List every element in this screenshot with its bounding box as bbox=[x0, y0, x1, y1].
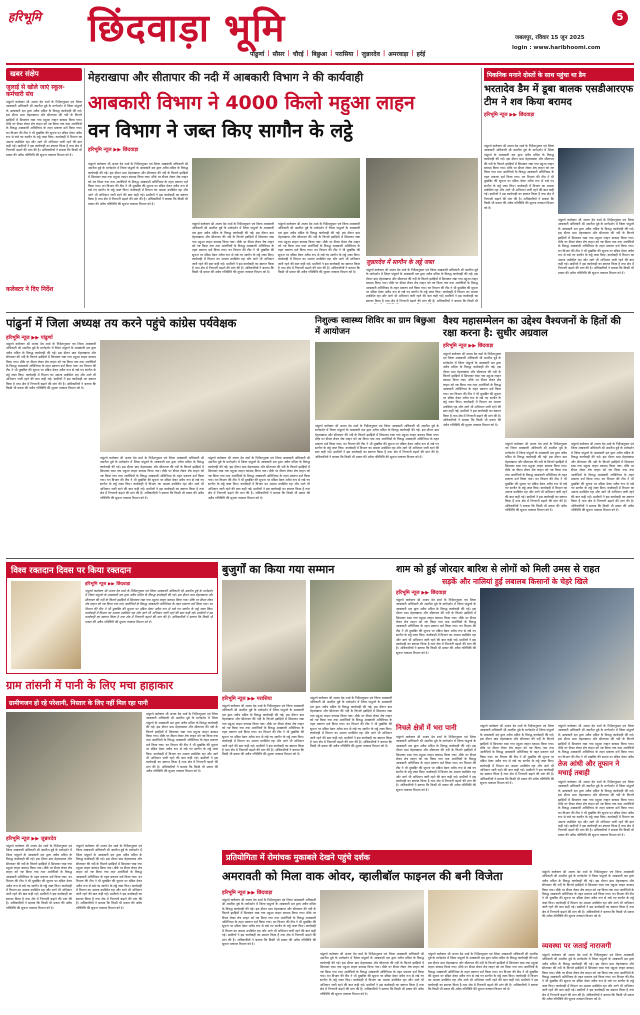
section-nav: पांढुर्णा | सौसर | चौरई | बिछुआ | परासिया | जुन्नारदेव | अमरवाड़ा | हर्रई bbox=[250, 50, 425, 61]
section-divider bbox=[6, 312, 634, 313]
boy-photo bbox=[558, 148, 634, 214]
sports-byline: हरिभूमि न्यूज ▶▶ छिंदवाड़ा bbox=[222, 890, 273, 896]
health-camp-photo bbox=[315, 342, 439, 420]
section-item[interactable]: बिछुआ bbox=[311, 51, 328, 58]
rain-subsection-2 bbox=[558, 724, 634, 842]
sidebar-header: खबर संक्षेप bbox=[6, 68, 82, 81]
water-text-3: पांढुर्णा कलेक्टर श्री अजय देव शर्मा के निर्देशानुसार एवं जिला आबकारी अधिकारी श्री अमरीश दुबे के मार्गदर्शन में जिला पांढुर्णा के आबकारी दल द्वारा अवैध मदिरा के विरुद्ध कार्यवाही की गई। इस दौरान ग्राम मेहराखापा और सीतापार की नदी के किनारे झाड़ियों में छिपाकर रखा गया महुआ लाहन बरामद किया गया। मौके पर सैंपल लेकर शेष लाहन को नष्ट किया गया तथा आरोपियों के विरुद्ध आबकारी अधिनियम के तहत प्रकरण दर्ज किया गया। वन विभाग की टीम ने भी मुखबिर की सूचना पर दबिश देकर अवैध रूप से रखे गए सागौन के लट्ठे जब्त किए। कार्यवाही में विभाग का अमला उपस्थित रहा और आगे भी अभियान जारी रहने की बात कही गई। ग्रामीणों ने इस कार्यवाही का स्वागत किया है तथा क्षेत्र में निगरानी बढ़ाने की मांग की है। अधिकारियों ने बताया कि किसी भी प्रकार की अवैध गतिविधि की सूचना तत्काल विभाग को दें। bbox=[76, 844, 142, 910]
sports-text-3: पांढुर्णा कलेक्टर श्री अजय देव शर्मा के निर्देशानुसार एवं जिला आबकारी अधिकारी श्री अमरीश दुबे के मार्गदर्शन में जिला पांढुर्णा के आबकारी दल द्वारा अवैध मदिरा के विरुद्ध कार्यवाही की गई। इस दौरान ग्राम मेहराखापा और सीतापार की नदी के किनारे झाड़ियों में छिपाकर रखा गया महुआ लाहन बरामद किया गया। मौके पर सैंपल लेकर शेष लाहन को नष्ट किया गया तथा आरोपियों के विरुद्ध आबकारी अधिनियम के तहत प्रकरण दर्ज किया गया। वन विभाग की टीम ने भी मुखबिर की सूचना पर दबिश देकर अवैध रूप से रखे गए सागौन के लट्ठे जब्त किए। कार्यवाही में विभाग का अमला उपस्थित रहा और आगे भी अभियान जारी रहने की बात कही गई। ग्रामीणों ने इस कार्यवाही का स्वागत किया है तथा क्षेत्र में निगरानी बढ़ाने की मांग की है। अधिकारियों ने बताया कि किसी भी प्रकार की अवैध गतिविधि की सूचना तत्काल विभाग को दें। bbox=[428, 952, 538, 992]
water-byline: हरिभूमि न्यूज ▶▶ जुन्नारदेव bbox=[6, 836, 57, 842]
lead-story bbox=[88, 70, 478, 310]
sports-side-column bbox=[542, 870, 634, 1011]
lead-text-col2: पांढुर्णा कलेक्टर श्री अजय देव शर्मा के निर्देशानुसार एवं जिला आबकारी अधिकारी श्री अमरीश दुबे के मार्गदर्शन में जिला पांढुर्णा के आबकारी दल द्वारा अवैध मदिरा के विरुद्ध कार्यवाही की गई। इस दौरान ग्राम मेहराखापा और सीतापार की नदी के किनारे झाड़ियों में छिपाकर रखा गया महुआ लाहन बरामद किया गया। मौके पर सैंपल लेकर शेष लाहन को नष्ट किया गया तथा आरोपियों के विरुद्ध आबकारी अधिनियम के तहत प्रकरण दर्ज किया गया। वन विभाग की टीम ने भी मुखबिर की सूचना पर दबिश देकर अवैध रूप से रखे गए सागौन के लट्ठे जब्त किए। कार्यवाही में विभाग का अमला उपस्थित रहा और आगे भी अभियान जारी रहने की बात कही गई। ग्रामीणों ने इस कार्यवाही का स्वागत किया है तथा क्षेत्र में निगरानी बढ़ाने की मांग की है। अधिकारियों ने बताया कि किसी भी प्रकार की अवैध गतिविधि की सूचना तत्काल विभाग को दें। bbox=[192, 222, 274, 275]
blood-donor-story bbox=[6, 562, 218, 674]
sidebar-item-title: जुलाई से खोले जाएं स्कूल-कर्मचारी संघ bbox=[6, 84, 65, 98]
congress-text-3: पांढुर्णा कलेक्टर श्री अजय देव शर्मा के निर्देशानुसार एवं जिला आबकारी अधिकारी श्री अमरीश दुबे के मार्गदर्शन में जिला पांढुर्णा के आबकारी दल द्वारा अवैध मदिरा के विरुद्ध कार्यवाही की गई। इस दौरान ग्राम मेहराखापा और सीतापार की नदी के किनारे झाड़ियों में छिपाकर रखा गया महुआ लाहन बरामद किया गया। मौके पर सैंपल लेकर शेष लाहन को नष्ट किया गया तथा आरोपियों के विरुद्ध आबकारी अधिनियम के तहत प्रकरण दर्ज किया गया। वन विभाग की टीम ने भी मुखबिर की सूचना पर दबिश देकर अवैध रूप से रखे गए सागौन के लट्ठे जब्त किए। कार्यवाही में विभाग का अमला उपस्थित रहा और आगे भी अभियान जारी रहने की बात कही गई। ग्रामीणों ने इस कार्यवाही का स्वागत किया है तथा क्षेत्र में निगरानी बढ़ाने की मांग की है। अधिकारियों ने बताया कि किसी भी प्रकार की अवैध गतिविधि की सूचना तत्काल विभाग को दें। bbox=[208, 456, 310, 500]
congress-story bbox=[6, 316, 311, 556]
lead-byline: हरिभूमि न्यूज ▶▶ छिंदवाड़ा bbox=[88, 147, 139, 153]
section-divider bbox=[6, 558, 634, 559]
section-item[interactable]: पांढुर्णा bbox=[250, 51, 265, 58]
lead-headline: आबकारी विभाग ने 4000 किलो महुआ लाहन bbox=[88, 92, 415, 114]
sports-side-headline: व्यवस्था पर जताई नाराजगी bbox=[542, 942, 612, 950]
masthead bbox=[0, 0, 640, 62]
rain-text-2: पांढुर्णा कलेक्टर श्री अजय देव शर्मा के निर्देशानुसार एवं जिला आबकारी अधिकारी श्री अमरीश दुबे के मार्गदर्शन में जिला पांढुर्णा के आबकारी दल द्वारा अवैध मदिरा के विरुद्ध कार्यवाही की गई। इस दौरान ग्राम मेहराखापा और सीतापार की नदी के किनारे झाड़ियों में छिपाकर रखा गया महुआ लाहन बरामद किया गया। मौके पर सैंपल लेकर शेष लाहन को नष्ट किया गया तथा आरोपियों के विरुद्ध आबकारी अधिनियम के तहत प्रकरण दर्ज किया गया। वन विभाग की टीम ने भी मुखबिर की सूचना पर दबिश देकर अवैध रूप से रखे गए सागौन के लट्ठे जब्त किए। कार्यवाही में विभाग का अमला उपस्थित रहा और आगे भी अभियान जारी रहने की बात कही गई। ग्रामीणों ने इस कार्यवाही का स्वागत किया है तथा क्षेत्र में निगरानी बढ़ाने की मांग की है। अधिकारियों ने बताया कि किसी भी प्रकार की अवैध गतिविधि की सूचना तत्काल विभाग को दें। bbox=[480, 724, 554, 786]
dateline: जबलपुर, रविवार 15 जून 2025 bbox=[515, 35, 585, 41]
login-url[interactable]: login : www.haribhoomi.com bbox=[512, 45, 601, 51]
congress-text-2: पांढुर्णा कलेक्टर श्री अजय देव शर्मा के निर्देशानुसार एवं जिला आबकारी अधिकारी श्री अमरीश दुबे के मार्गदर्शन में जिला पांढुर्णा के आबकारी दल द्वारा अवैध मदिरा के विरुद्ध कार्यवाही की गई। इस दौरान ग्राम मेहराखापा और सीतापार की नदी के किनारे झाड़ियों में छिपाकर रखा गया महुआ लाहन बरामद किया गया। मौके पर सैंपल लेकर शेष लाहन को नष्ट किया गया तथा आरोपियों के विरुद्ध आबकारी अधिनियम के तहत प्रकरण दर्ज किया गया। वन विभाग की टीम ने भी मुखबिर की सूचना पर दबिश देकर अवैध रूप से रखे गए सागौन के लट्ठे जब्त किए। कार्यवाही में विभाग का अमला उपस्थित रहा और आगे भी अभियान जारी रहने की बात कही गई। ग्रामीणों ने इस कार्यवाही का स्वागत किया है तथा क्षेत्र में निगरानी बढ़ाने की मांग की है। अधिकारियों ने बताया कि किसी भी प्रकार की अवैध गतिविधि की सूचना तत्काल विभाग को दें। bbox=[100, 456, 204, 500]
vaishya-text: पांढुर्णा कलेक्टर श्री अजय देव शर्मा के निर्देशानुसार एवं जिला आबकारी अधिकारी श्री अमरीश दुबे के मार्गदर्शन में जिला पांढुर्णा के आबकारी दल द्वारा अवैध मदिरा के विरुद्ध कार्यवाही की गई। इस दौरान ग्राम मेहराखापा और सीतापार की नदी के किनारे झाड़ियों में छिपाकर रखा गया महुआ लाहन बरामद किया गया। मौके पर सैंपल लेकर शेष लाहन को नष्ट किया गया तथा आरोपियों के विरुद्ध आबकारी अधिनियम के तहत प्रकरण दर्ज किया गया। वन विभाग की टीम ने भी मुखबिर की सूचना पर दबिश देकर अवैध रूप से रखे गए सागौन के लट्ठे जब्त किए। कार्यवाही में विभाग का अमला उपस्थित रहा और आगे भी अभियान जारी रहने की बात कही गई। ग्रामीणों ने इस कार्यवाही का स्वागत किया है तथा क्षेत्र में निगरानी बढ़ाने की मांग की है। अधिकारियों ने बताया कि किसी भी प्रकार की अवैध गतिविधि की सूचना तत्काल विभाग को दें। bbox=[443, 352, 501, 427]
dam-kicker: पिकनिक मनाने दोस्तों के साथ पहुंचा था डैम bbox=[484, 68, 634, 81]
news-brief-sidebar bbox=[6, 68, 82, 308]
section-item[interactable]: चौरई bbox=[292, 51, 304, 58]
congress-headline: पांढुर्ना में जिला अध्यक्ष तय करने पहुंचे कांग्रेस पर्यवेक्षक bbox=[6, 316, 237, 330]
column-rule bbox=[481, 68, 482, 308]
elders-photo-2 bbox=[310, 580, 392, 692]
dam-story bbox=[484, 68, 634, 310]
rain-story bbox=[396, 562, 634, 847]
vaishya-text-2: पांढुर्णा कलेक्टर श्री अजय देव शर्मा के निर्देशानुसार एवं जिला आबकारी अधिकारी श्री अमरीश दुबे के मार्गदर्शन में जिला पांढुर्णा के आबकारी दल द्वारा अवैध मदिरा के विरुद्ध कार्यवाही की गई। इस दौरान ग्राम मेहराखापा और सीतापार की नदी के किनारे झाड़ियों में छिपाकर रखा गया महुआ लाहन बरामद किया गया। मौके पर सैंपल लेकर शेष लाहन को नष्ट किया गया तथा आरोपियों के विरुद्ध आबकारी अधिनियम के तहत प्रकरण दर्ज किया गया। वन विभाग की टीम ने भी मुखबिर की सूचना पर दबिश देकर अवैध रूप से रखे गए सागौन के लट्ठे जब्त किए। कार्यवाही में विभाग का अमला उपस्थित रहा और आगे भी अभियान जारी रहने की बात कही गई। ग्रामीणों ने इस कार्यवाही का स्वागत किया है तथा क्षेत्र में निगरानी बढ़ाने की मांग की है। अधिकारियों ने बताया कि किसी भी प्रकार की अवैध गतिविधि की सूचना तत्काल विभाग को दें। bbox=[505, 442, 567, 513]
page-title: छिंदवाड़ा भूमि bbox=[88, 5, 286, 50]
health-camp-text: पांढुर्णा कलेक्टर श्री अजय देव शर्मा के निर्देशानुसार एवं जिला आबकारी अधिकारी श्री अमरीश दुबे के मार्गदर्शन में जिला पांढुर्णा के आबकारी दल द्वारा अवैध मदिरा के विरुद्ध कार्यवाही की गई। इस दौरान ग्राम मेहराखापा और सीतापार की नदी के किनारे झाड़ियों में छिपाकर रखा गया महुआ लाहन बरामद किया गया। मौके पर सैंपल लेकर शेष लाहन को नष्ट किया गया तथा आरोपियों के विरुद्ध आबकारी अधिनियम के तहत प्रकरण दर्ज किया गया। वन विभाग की टीम ने भी मुखबिर की सूचना पर दबिश देकर अवैध रूप से रखे गए सागौन के लट्ठे जब्त किए। कार्यवाही में विभाग का अमला उपस्थित रहा और आगे भी अभियान जारी रहने की बात कही गई। ग्रामीणों ने इस कार्यवाही का स्वागत किया है तथा क्षेत्र में निगरानी बढ़ाने की मांग की है। अधिकारियों ने बताया कि किसी भी प्रकार की अवैध गतिविधि की सूचना तत्काल विभाग को दें। bbox=[315, 424, 439, 459]
rain-sub-text: पांढुर्णा कलेक्टर श्री अजय देव शर्मा के निर्देशानुसार एवं जिला आबकारी अधिकारी श्री अमरीश दुबे के मार्गदर्शन में जिला पांढुर्णा के आबकारी दल द्वारा अवैध मदिरा के विरुद्ध कार्यवाही की गई। इस दौरान ग्राम मेहराखापा और सीतापार की नदी के किनारे झाड़ियों में छिपाकर रखा गया महुआ लाहन बरामद किया गया। मौके पर सैंपल लेकर शेष लाहन को नष्ट किया गया तथा आरोपियों के विरुद्ध आबकारी अधिनियम के तहत प्रकरण दर्ज किया गया। वन विभाग की टीम ने भी मुखबिर की सूचना पर दबिश देकर अवैध रूप से रखे गए सागौन के लट्ठे जब्त किए। कार्यवाही में विभाग का अमला उपस्थित रहा और आगे भी अभियान जारी रहने की बात कही गई। ग्रामीणों ने इस कार्यवाही का स्वागत किया है तथा क्षेत्र में निगरानी बढ़ाने की मांग की है। अधिकारियों ने बताया कि किसी भी प्रकार की अवैध गतिविधि की सूचना तत्काल विभाग को दें। bbox=[396, 735, 476, 792]
water-headline: ग्राम तांसनी में पानी के लिए मचा हाहाकार bbox=[6, 679, 174, 692]
congress-photo bbox=[100, 340, 310, 452]
congress-byline: हरिभूमि न्यूज ▶▶ पांढुर्णा bbox=[6, 335, 53, 341]
vaishya-story bbox=[443, 316, 634, 556]
sports-kicker: प्रतियोगिता में रोमांचक मुकाबले देखने पहुंचे दर्शक bbox=[222, 850, 532, 865]
lead-photo bbox=[192, 158, 360, 218]
rain-text: पांढुर्णा कलेक्टर श्री अजय देव शर्मा के निर्देशानुसार एवं जिला आबकारी अधिकारी श्री अमरीश दुबे के मार्गदर्शन में जिला पांढुर्णा के आबकारी दल द्वारा अवैध मदिरा के विरुद्ध कार्यवाही की गई। इस दौरान ग्राम मेहराखापा और सीतापार की नदी के किनारे झाड़ियों में छिपाकर रखा गया महुआ लाहन बरामद किया गया। मौके पर सैंपल लेकर शेष लाहन को नष्ट किया गया तथा आरोपियों के विरुद्ध आबकारी अधिनियम के तहत प्रकरण दर्ज किया गया। वन विभाग की टीम ने भी मुखबिर की सूचना पर दबिश देकर अवैध रूप से रखे गए सागौन के लट्ठे जब्त किए। कार्यवाही में विभाग का अमला उपस्थित रहा और आगे भी अभियान जारी रहने की बात कही गई। ग्रामीणों ने इस कार्यवाही का स्वागत किया है तथा क्षेत्र में निगरानी बढ़ाने की मांग की है। अधिकारियों ने बताया कि किसी भी प्रकार की अवैध गतिविधि की सूचना तत्काल विभाग को दें। bbox=[396, 598, 476, 655]
section-item[interactable]: जुन्नारदेव bbox=[361, 51, 380, 58]
rain-sub-text-2: पांढुर्णा कलेक्टर श्री अजय देव शर्मा के निर्देशानुसार एवं जिला आबकारी अधिकारी श्री अमरीश दुबे के मार्गदर्शन में जिला पांढुर्णा के आबकारी दल द्वारा अवैध मदिरा के विरुद्ध कार्यवाही की गई। इस दौरान ग्राम मेहराखापा और सीतापार की नदी के किनारे झाड़ियों में छिपाकर रखा गया महुआ लाहन बरामद किया गया। मौके पर सैंपल लेकर शेष लाहन को नष्ट किया गया तथा आरोपियों के विरुद्ध आबकारी अधिनियम के तहत प्रकरण दर्ज किया गया। वन विभाग की टीम ने भी मुखबिर की सूचना पर दबिश देकर अवैध bbox=[558, 724, 634, 758]
caption-text: पांढुर्णा कलेक्टर श्री अजय देव शर्मा के निर्देशानुसार एवं जिला आबकारी अधिकारी श्री अमरीश दुबे के मार्गदर्शन में जिला पांढुर्णा के आबकारी दल द्वारा अवैध मदिरा के विरुद्ध कार्यवाही की गई। इस दौरान ग्राम मेहराखापा और सीतापार की नदी के किनारे झाड़ियों में छिपाकर रखा गया महुआ लाहन बरामद किया गया। मौके पर सैंपल लेकर शेष लाहन को नष्ट किया गया तथा आरोपियों के विरुद्ध आबकारी अधिनियम के तहत प्रकरण दर्ज किया गया। वन विभाग की टीम ने भी मुखबिर की सूचना पर दबिश देकर अवैध रूप से रखे गए सागौन के लट्ठे जब्त किए। कार्यवाही में विभाग का अमला उपस्थित रहा और आगे भी अभियान जारी रहने की बात कही गई। ग्रामीणों ने इस कार्यवाही का स्वागत किया है तथा क्षेत्र में निगरानी बढ़ाने की मांग की है। अधिकारियों ने बताया कि किसी भी bbox=[366, 268, 478, 303]
water-text-2: पांढुर्णा कलेक्टर श्री अजय देव शर्मा के निर्देशानुसार एवं जिला आबकारी अधिकारी श्री अमरीश दुबे के मार्गदर्शन में जिला पांढुर्णा के आबकारी दल द्वारा अवैध मदिरा के विरुद्ध कार्यवाही की गई। इस दौरान ग्राम मेहराखापा और सीतापार की नदी के किनारे झाड़ियों में छिपाकर रखा गया महुआ लाहन बरामद किया गया। मौके पर सैंपल लेकर शेष लाहन को नष्ट किया गया तथा आरोपियों के विरुद्ध आबकारी अधिनियम के तहत प्रकरण दर्ज किया गया। वन विभाग की टीम ने भी मुखबिर की सूचना पर दबिश देकर अवैध रूप से रखे गए सागौन के लट्ठे जब्त किए। कार्यवाही में विभाग का अमला उपस्थित रहा और आगे भी अभियान जारी रहने की बात कही गई। ग्रामीणों ने इस कार्यवाही का स्वागत किया है तथा क्षेत्र में निगरानी बढ़ाने की मांग की है। अधिकारियों ने बताया कि किसी भी प्रकार की अवैध गतिविधि की सूचना तत्काल विभाग को दें। bbox=[6, 844, 72, 910]
elders-story bbox=[222, 562, 392, 847]
vaishya-text-3: पांढुर्णा कलेक्टर श्री अजय देव शर्मा के निर्देशानुसार एवं जिला आबकारी अधिकारी श्री अमरीश दुबे के मार्गदर्शन में जिला पांढुर्णा के आबकारी दल द्वारा अवैध मदिरा के विरुद्ध कार्यवाही की गई। इस दौरान ग्राम मेहराखापा और सीतापार की नदी के किनारे झाड़ियों में छिपाकर रखा गया महुआ लाहन बरामद किया गया। मौके पर सैंपल लेकर शेष लाहन को नष्ट किया गया तथा आरोपियों के विरुद्ध आबकारी अधिनियम के तहत प्रकरण दर्ज किया गया। वन विभाग की टीम ने भी मुखबिर की सूचना पर दबिश देकर अवैध रूप से रखे गए सागौन के लट्ठे जब्त किए। कार्यवाही में विभाग का अमला उपस्थित रहा और आगे भी अभियान जारी रहने की बात कही गई। ग्रामीणों ने इस कार्यवाही का स्वागत किया है तथा क्षेत्र में निगरानी बढ़ाने की मांग की है। अधिकारियों ने बताया कि किसी भी प्रकार की अवैध गतिविधि की सूचना तत्काल विभाग को दें। bbox=[571, 442, 634, 513]
section-item[interactable]: अमरवाड़ा bbox=[388, 51, 409, 58]
sports-headline: अमरावती को मिला वाक ओवर, व्हालीबॉल फाइनल की बनी विजेता bbox=[222, 869, 503, 883]
lead-photo-caption bbox=[366, 258, 478, 304]
blood-donor-text: पांढुर्णा कलेक्टर श्री अजय देव शर्मा के निर्देशानुसार एवं जिला आबकारी अधिकारी श्री अमरीश दुबे के मार्गदर्शन में जिला पांढुर्णा के आबकारी दल द्वारा अवैध मदिरा के विरुद्ध कार्यवाही की गई। इस दौरान ग्राम मेहराखापा और सीतापार की नदी के किनारे झाड़ियों में छिपाकर रखा गया महुआ लाहन बरामद किया गया। मौके पर सैंपल लेकर शेष लाहन को नष्ट किया गया तथा आरोपियों के विरुद्ध आबकारी अधिनियम के तहत प्रकरण दर्ज किया गया। वन विभाग की टीम ने भी मुखबिर की सूचना पर दबिश देकर अवैध रूप से रखे गए सागौन के लट्ठे जब्त किए। कार्यवाही में विभाग का अमला उपस्थित रहा और आगे भी अभियान जारी रहने की बात कही गई। ग्रामीणों ने इस कार्यवाही का स्वागत किया है तथा क्षेत्र में निगरानी बढ़ाने की मांग की है। अधिकारियों ने बताया कि किसी भी प्रकार की अवैध गतिविधि की सूचना तत्काल विभाग को दें। bbox=[85, 589, 213, 624]
lead-subheadline: वन विभाग ने जब्त किए सागौन के लट्ठे bbox=[88, 120, 353, 142]
rain-subheadline-2: तेज आंधी और तूफान ने मचाई तबाही bbox=[558, 760, 620, 777]
sports-text-2: पांढुर्णा कलेक्टर श्री अजय देव शर्मा के निर्देशानुसार एवं जिला आबकारी अधिकारी श्री अमरीश दुबे के मार्गदर्शन में जिला पांढुर्णा के आबकारी दल द्वारा अवैध मदिरा के विरुद्ध कार्यवाही की गई। इस दौरान ग्राम मेहराखापा और सीतापार की नदी के किनारे झाड़ियों में छिपाकर रखा गया महुआ लाहन बरामद किया गया। मौके पर सैंपल लेकर शेष लाहन को नष्ट किया गया तथा आरोपियों के विरुद्ध आबकारी अधिनियम के तहत प्रकरण दर्ज किया गया। वन विभाग की टीम ने भी मुखबिर की सूचना पर दबिश देकर अवैध रूप से रखे गए सागौन के लट्ठे जब्त किए। कार्यवाही में विभाग का अमला उपस्थित रहा और आगे भी अभियान जारी रहने की बात कही गई। ग्रामीणों ने इस कार्यवाही का स्वागत किया है तथा क्षेत्र में निगरानी बढ़ाने की मांग की है। अधिकारियों ने बताया कि किसी भी प्रकार की अवैध गतिविधि की सूचना तत्काल विभाग को दें। bbox=[320, 952, 424, 996]
health-camp-story bbox=[315, 316, 439, 556]
section-item[interactable]: परासिया bbox=[335, 51, 354, 58]
dam-headline: भरतादेव डैम में डूबा बालक एसडीआरएफ टीम ने शव किया बरामद bbox=[484, 84, 634, 108]
elders-photo bbox=[222, 580, 306, 692]
elders-headline: बुजुर्गों का किया गया सम्मान bbox=[222, 563, 335, 576]
blood-donor-headline: विश्व रक्तदान दिवस पर किया रक्तदान bbox=[7, 563, 217, 578]
water-story bbox=[6, 678, 218, 1008]
masthead-divider bbox=[6, 63, 634, 65]
elders-byline: हरिभूमि न्यूज ▶▶ परासिया bbox=[222, 696, 272, 702]
brand-logo: हरिभूमि bbox=[8, 10, 42, 24]
rain-subheadline: निचले क्षेत्रों में भरा पानी bbox=[396, 724, 457, 732]
sports-story bbox=[222, 850, 634, 1010]
dam-byline: हरिभूमि न्यूज ▶▶ छिंदवाड़ा bbox=[484, 112, 535, 118]
water-photo bbox=[6, 712, 142, 832]
elders-text-2: पांढुर्णा कलेक्टर श्री अजय देव शर्मा के निर्देशानुसार एवं जिला आबकारी अधिकारी श्री अमरीश दुबे के मार्गदर्शन में जिला पांढुर्णा के आबकारी दल द्वारा अवैध मदिरा के विरुद्ध कार्यवाही की गई। इस दौरान ग्राम मेहराखापा और सीतापार की नदी के किनारे झाड़ियों में छिपाकर रखा गया महुआ लाहन बरामद किया गया। मौके पर सैंपल लेकर शेष लाहन को नष्ट किया गया तथा आरोपियों के विरुद्ध आबकारी अधिनियम के तहत प्रकरण दर्ज किया गया। वन विभाग की टीम ने भी मुखबिर की सूचना पर दबिश देकर अवैध रूप से रखे गए सागौन के लट्ठे जब्त किए। कार्यवाही में विभाग का अमला उपस्थित रहा और आगे भी अभियान जारी रहने की बात कही गई। ग्रामीणों ने इस कार्यवाही का स्वागत किया है तथा क्षेत्र में निगरानी बढ़ाने की मांग की है। अधिकारियों ने बताया कि किसी भी प्रकार की अवैध गतिविधि की सूचना तत्काल विभाग को दें। bbox=[310, 696, 392, 749]
rain-subsection bbox=[396, 724, 476, 845]
congress-text: पांढुर्णा कलेक्टर श्री अजय देव शर्मा के निर्देशानुसार एवं जिला आबकारी अधिकारी श्री अमरीश दुबे के मार्गदर्शन में जिला पांढुर्णा के आबकारी दल द्वारा अवैध मदिरा के विरुद्ध कार्यवाही की गई। इस दौरान ग्राम मेहराखापा और सीतापार की नदी के किनारे झाड़ियों में छिपाकर रखा गया महुआ लाहन बरामद किया गया। मौके पर सैंपल लेकर शेष लाहन को नष्ट किया गया तथा आरोपियों के विरुद्ध आबकारी अधिनियम के तहत प्रकरण दर्ज किया गया। वन विभाग की टीम ने भी मुखबिर की सूचना पर दबिश देकर अवैध रूप से रखे गए सागौन के लट्ठे जब्त किए। कार्यवाही में विभाग का अमला उपस्थित रहा और आगे भी अभियान जारी रहने की बात कही गई। ग्रामीणों ने इस कार्यवाही का स्वागत किया है तथा क्षेत्र में निगरानी बढ़ाने की मांग की है। अधिकारियों ने बताया कि किसी भी प्रकार की अवैध गतिविधि की सूचना तत्काल विभाग को दें। bbox=[6, 342, 96, 391]
rain-headline: शाम को हुई जोरदार बारिश से लोगों को मिली उमस से राहत bbox=[396, 564, 600, 575]
sports-side-text-2: पांढुर्णा कलेक्टर श्री अजय देव शर्मा के निर्देशानुसार एवं जिला आबकारी अधिकारी श्री अमरीश दुबे के मार्गदर्शन में जिला पांढुर्णा के आबकारी दल द्वारा अवैध मदिरा के विरुद्ध कार्यवाही की गई। इस दौरान ग्राम मेहराखापा और सीतापार की नदी के किनारे झाड़ियों में छिपाकर रखा गया महुआ लाहन बरामद किया गया। मौके पर सैंपल लेकर शेष लाहन को नष्ट किया गया तथा आरोपियों के विरुद्ध आबकारी अधिनियम के तहत प्रकरण दर्ज किया गया। वन विभाग की टीम ने भी मुखबिर की सूचना पर दबिश देकर अवैध रूप से रखे गए सागौन के लट्ठे जब्त किए। कार्यवाही में विभाग का अमला उपस्थित रहा और आगे भी अभियान जारी रहने की बात कही गई। ग्रामीणों ने इस कार्यवाही का स्वागत किया है तथा क्षेत्र में निगरानी बढ़ाने की मांग की है। अधिकारियों ने बताया कि किसी भी प्रकार की अवैध गतिविधि की सूचना तत्काल विभाग को दें। bbox=[542, 953, 634, 1002]
section-item[interactable]: सौसर bbox=[272, 51, 285, 58]
lead-text: पांढुर्णा कलेक्टर श्री अजय देव शर्मा के निर्देशानुसार एवं जिला आबकारी अधिकारी श्री अमरीश दुबे के मार्गदर्शन में जिला पांढुर्णा के आबकारी दल द्वारा अवैध मदिरा के विरुद्ध कार्यवाही की गई। इस दौरान ग्राम मेहराखापा और सीतापार की नदी के किनारे झाड़ियों में छिपाकर रखा गया महुआ लाहन बरामद किया गया। मौके पर सैंपल लेकर शेष लाहन को नष्ट किया गया तथा आरोपियों के विरुद्ध आबकारी अधिनियम के तहत प्रकरण दर्ज किया गया। वन विभाग की टीम ने भी मुखबिर की सूचना पर दबिश देकर अवैध रूप से रखे गए सागौन के लट्ठे जब्त किए। कार्यवाही में विभाग का अमला उपस्थित रहा और आगे भी अभियान जारी रहने की बात कही गई। ग्रामीणों ने इस कार्यवाही का स्वागत किया है तथा क्षेत्र में निगरानी बढ़ाने की मांग की है। अधिकारियों ने बताया कि किसी भी प्रकार की अवैध गतिविधि की सूचना तत्काल विभाग को दें। bbox=[88, 162, 188, 206]
blood-donor-byline: हरिभूमि न्यूज ▶▶ छिंदवाड़ा bbox=[85, 582, 131, 587]
vaishya-headline: वैश्य महासम्मेलन का उद्देश्य वैश्यजनों के हितों की रक्षा करना है: सुधीर अग्रवाल bbox=[443, 316, 621, 339]
column-rule bbox=[84, 68, 85, 308]
rain-sub-text-3: पांढुर्णा कलेक्टर श्री अजय देव शर्मा के निर्देशानुसार एवं जिला आबकारी अधिकारी श्री अमरीश दुबे के मार्गदर्शन में जिला पांढुर्णा के आबकारी दल द्वारा अवैध मदिरा के विरुद्ध कार्यवाही की गई। इस दौरान ग्राम मेहराखापा और सीतापार की नदी के किनारे झाड़ियों में छिपाकर रखा गया महुआ लाहन बरामद किया गया। मौके पर सैंपल लेकर शेष लाहन को नष्ट किया गया तथा आरोपियों के विरुद्ध आबकारी अधिनियम के तहत प्रकरण दर्ज किया गया। वन विभाग की टीम ने भी मुखबिर की सूचना पर दबिश देकर अवैध रूप से रखे गए सागौन के लट्ठे जब्त किए। कार्यवाही में विभाग का अमला उपस्थित रहा और आगे भी अभियान जारी रहने की बात कही गई। ग्रामीणों ने इस कार्यवाही का स्वागत किया है तथा क्षेत्र में निगरानी बढ़ाने की मांग की है। अधिकारियों ने बताया कि किसी भी प्रकार की अवैध गतिविधि की सूचना तत्काल विभाग को दें। bbox=[558, 780, 634, 837]
health-camp-headline: निशुल्क स्वास्थ्य शिविर का ग्राम बिछुआ में आयोजन bbox=[315, 316, 436, 337]
sports-photo-2 bbox=[428, 890, 538, 948]
page-number-badge bbox=[612, 10, 628, 26]
vaishya-photo bbox=[505, 352, 634, 438]
sidebar-item-text: पांढुर्णा कलेक्टर श्री अजय देव शर्मा के निर्देशानुसार एवं जिला आबकारी अधिकारी श्री अमरीश दुबे के मार्गदर्शन में जिला पांढुर्णा के आबकारी दल द्वारा अवैध मदिरा के विरुद्ध कार्यवाही की गई। इस दौरान ग्राम मेहराखापा और सीतापार की नदी के किनारे झाड़ियों में छिपाकर रखा गया महुआ लाहन बरामद किया गया। मौके पर सैंपल लेकर शेष लाहन को नष्ट किया गया तथा आरोपियों के विरुद्ध आबकारी अधिनियम के तहत प्रकरण दर्ज किया गया। वन विभाग की टीम ने भी मुखबिर की सूचना पर दबिश देकर अवैध रूप से रखे गए सागौन के लट्ठे जब्त किए। कार्यवाही में विभाग का अमला उपस्थित रहा और आगे भी अभियान जारी रहने की बात कही गई। ग्रामीणों ने इस कार्यवाही का स्वागत किया है तथा क्षेत्र में निगरानी बढ़ाने की मांग की है। अधिकारियों ने बताया कि किसी भी प्रकार की अवैध गतिविधि की सूचना तत्काल विभाग को दें। bbox=[6, 100, 82, 157]
rain-subhead: सड़कें और नालियां हुईं लबालब किसानों के चेहरे खिले bbox=[442, 577, 588, 586]
caption-title: जुन्नारदेव में सागौन के लट्ठे जब्त bbox=[366, 259, 434, 266]
sports-side-text: पांढुर्णा कलेक्टर श्री अजय देव शर्मा के निर्देशानुसार एवं जिला आबकारी अधिकारी श्री अमरीश दुबे के मार्गदर्शन में जिला पांढुर्णा के आबकारी दल द्वारा अवैध मदिरा के विरुद्ध कार्यवाही की गई। इस दौरान ग्राम मेहराखापा और सीतापार की नदी के किनारे झाड़ियों में छिपाकर रखा गया महुआ लाहन बरामद किया गया। मौके पर सैंपल लेकर शेष लाहन को नष्ट किया गया तथा आरोपियों के विरुद्ध आबकारी अधिनियम के तहत प्रकरण दर्ज किया गया। वन विभाग की टीम ने भी मुखबिर की सूचना पर दबिश देकर अवैध रूप से रखे गए सागौन के लट्ठे जब्त किए। कार्यवाही में विभाग का अमला उपस्थित रहा और आगे भी अभियान जारी रहने की बात कही गई। ग्रामीणों ने इस कार्यवाही का स्वागत किया है तथा क्षेत्र में निगरानी बढ़ाने की मांग की है। अधिकारियों ने बताया कि किसी भी प्रकार की अवैध गतिविधि की सूचना तत्काल विभाग को दें। bbox=[542, 870, 634, 919]
lead-kicker: मेहराखापा और सीतापार की नदी में आबकारी विभाग ने की कार्यवाही bbox=[88, 71, 364, 84]
page-number: 5 bbox=[616, 12, 624, 23]
rain-photo bbox=[480, 588, 634, 720]
section-item[interactable]: हर्रई bbox=[416, 51, 426, 58]
rain-byline: हरिभूमि न्यूज ▶▶ छिंदवाड़ा bbox=[396, 590, 447, 596]
sidebar-item-title: कलेक्टर ने दिए निर्देश bbox=[6, 286, 54, 293]
lead-text-col3: पांढुर्णा कलेक्टर श्री अजय देव शर्मा के निर्देशानुसार एवं जिला आबकारी अधिकारी श्री अमरीश दुबे के मार्गदर्शन में जिला पांढुर्णा के आबकारी दल द्वारा अवैध मदिरा के विरुद्ध कार्यवाही की गई। इस दौरान ग्राम मेहराखापा और सीतापार की नदी के किनारे झाड़ियों में छिपाकर रखा गया महुआ लाहन बरामद किया गया। मौके पर सैंपल लेकर शेष लाहन को नष्ट किया गया तथा आरोपियों के विरुद्ध आबकारी अधिनियम के तहत प्रकरण दर्ज किया गया। वन विभाग की टीम ने भी मुखबिर की सूचना पर दबिश देकर अवैध रूप से रखे गए सागौन के लट्ठे जब्त किए। कार्यवाही में विभाग का अमला उपस्थित रहा और आगे भी अभियान जारी रहने की बात कही गई। ग्रामीणों ने इस कार्यवाही का स्वागत किया है तथा क्षेत्र में निगरानी बढ़ाने की मांग की है। अधिकारियों ने बताया कि किसी भी प्रकार की अवैध गतिविधि की सूचना तत्काल विभाग को दें। bbox=[278, 222, 360, 275]
blood-donor-photo bbox=[11, 581, 81, 669]
lead-photo-2 bbox=[366, 158, 478, 256]
sports-photo bbox=[320, 890, 424, 948]
dam-text-2: पांढुर्णा कलेक्टर श्री अजय देव शर्मा के निर्देशानुसार एवं जिला आबकारी अधिकारी श्री अमरीश दुबे के मार्गदर्शन में जिला पांढुर्णा के आबकारी दल द्वारा अवैध मदिरा के विरुद्ध कार्यवाही की गई। इस दौरान ग्राम मेहराखापा और सीतापार की नदी के किनारे झाड़ियों में छिपाकर रखा गया महुआ लाहन बरामद किया गया। मौके पर सैंपल लेकर शेष लाहन को नष्ट किया गया तथा आरोपियों के विरुद्ध आबकारी अधिनियम के तहत प्रकरण दर्ज किया गया। वन विभाग की टीम ने भी मुखबिर की सूचना पर दबिश देकर अवैध रूप से रखे गए सागौन के लट्ठे जब्त किए। कार्यवाही में विभाग का अमला उपस्थित रहा और आगे भी अभियान जारी रहने की बात कही गई। ग्रामीणों ने इस कार्यवाही का स्वागत किया है तथा क्षेत्र में निगरानी बढ़ाने की मांग की है। अधिकारियों ने बताया कि किसी भी प्रकार की अवैध गतिविधि की सूचना तत्काल विभाग को दें। bbox=[558, 218, 634, 275]
sports-text: पांढुर्णा कलेक्टर श्री अजय देव शर्मा के निर्देशानुसार एवं जिला आबकारी अधिकारी श्री अमरीश दुबे के मार्गदर्शन में जिला पांढुर्णा के आबकारी दल द्वारा अवैध मदिरा के विरुद्ध कार्यवाही की गई। इस दौरान ग्राम मेहराखापा और सीतापार की नदी के किनारे झाड़ियों में छिपाकर रखा गया महुआ लाहन बरामद किया गया। मौके पर सैंपल लेकर शेष लाहन को नष्ट किया गया तथा आरोपियों के विरुद्ध आबकारी अधिनियम के तहत प्रकरण दर्ज किया गया। वन विभाग की टीम ने भी मुखबिर की सूचना पर दबिश देकर अवैध रूप से रखे गए सागौन के लट्ठे जब्त किए। कार्यवाही में विभाग का अमला उपस्थित रहा और आगे भी अभियान जारी रहने की बात कही गई। ग्रामीणों ने इस कार्यवाही का स्वागत किया है तथा क्षेत्र में निगरानी बढ़ाने की मांग की है। अधिकारियों ने बताया कि किसी भी प्रकार की अवैध गतिविधि की सूचना तत्काल विभाग को दें। bbox=[222, 898, 316, 947]
vaishya-byline: हरिभूमि न्यूज ▶▶ छिंदवाड़ा bbox=[443, 343, 494, 349]
water-subhead: ग्रामीणजन हो रहे परेशानी, निस्तार के लिए नहीं मिल रहा पानी bbox=[6, 696, 218, 709]
water-text: पांढुर्णा कलेक्टर श्री अजय देव शर्मा के निर्देशानुसार एवं जिला आबकारी अधिकारी श्री अमरीश दुबे के मार्गदर्शन में जिला पांढुर्णा के आबकारी दल द्वारा अवैध मदिरा के विरुद्ध कार्यवाही की गई। इस दौरान ग्राम मेहराखापा और सीतापार की नदी के किनारे झाड़ियों में छिपाकर रखा गया महुआ लाहन बरामद किया गया। मौके पर सैंपल लेकर शेष लाहन को नष्ट किया गया तथा आरोपियों के विरुद्ध आबकारी अधिनियम के तहत प्रकरण दर्ज किया गया। वन विभाग की टीम ने भी मुखबिर की सूचना पर दबिश देकर अवैध रूप से रखे गए सागौन के लट्ठे जब्त किए। कार्यवाही में विभाग का अमला उपस्थित रहा और आगे भी अभियान जारी रहने की बात कही गई। ग्रामीणों ने इस कार्यवाही का स्वागत किया है तथा क्षेत्र में निगरानी बढ़ाने की मांग की है। अधिकारियों ने बताया कि किसी भी प्रकार की अवैध गतिविधि की सूचना तत्काल विभाग को दें। bbox=[146, 712, 218, 774]
dam-text: पांढुर्णा कलेक्टर श्री अजय देव शर्मा के निर्देशानुसार एवं जिला आबकारी अधिकारी श्री अमरीश दुबे के मार्गदर्शन में जिला पांढुर्णा के आबकारी दल द्वारा अवैध मदिरा के विरुद्ध कार्यवाही की गई। इस दौरान ग्राम मेहराखापा और सीतापार की नदी के किनारे झाड़ियों में छिपाकर रखा गया महुआ लाहन बरामद किया गया। मौके पर सैंपल लेकर शेष लाहन को नष्ट किया गया तथा आरोपियों के विरुद्ध आबकारी अधिनियम के तहत प्रकरण दर्ज किया गया। वन विभाग की टीम ने भी मुखबिर की सूचना पर दबिश देकर अवैध रूप से रखे गए सागौन के लट्ठे जब्त किए। कार्यवाही में विभाग का अमला उपस्थित रहा और आगे भी अभियान जारी रहने की बात कही गई। ग्रामीणों ने इस कार्यवाही का स्वागत किया है तथा क्षेत्र में निगरानी बढ़ाने की मांग की है। अधिकारियों ने बताया कि किसी भी प्रकार की अवैध गतिविधि की सूचना तत्काल विभाग को दें। bbox=[484, 144, 554, 210]
elders-text: पांढुर्णा कलेक्टर श्री अजय देव शर्मा के निर्देशानुसार एवं जिला आबकारी अधिकारी श्री अमरीश दुबे के मार्गदर्शन में जिला पांढुर्णा के आबकारी दल द्वारा अवैध मदिरा के विरुद्ध कार्यवाही की गई। इस दौरान ग्राम मेहराखापा और सीतापार की नदी के किनारे झाड़ियों में छिपाकर रखा गया महुआ लाहन बरामद किया गया। मौके पर सैंपल लेकर शेष लाहन को नष्ट किया गया तथा आरोपियों के विरुद्ध आबकारी अधिनियम के तहत प्रकरण दर्ज किया गया। वन विभाग की टीम ने भी मुखबिर की सूचना पर दबिश देकर अवैध रूप से रखे गए सागौन के लट्ठे जब्त किए। कार्यवाही में विभाग का अमला उपस्थित रहा और आगे भी अभियान जारी रहने की बात कही गई। ग्रामीणों ने इस कार्यवाही का स्वागत किया है तथा क्षेत्र में निगरानी बढ़ाने की मांग की है। अधिकारियों ने बताया कि किसी भी प्रकार की अवैध गतिविधि की सूचना तत्काल विभाग को दें। bbox=[222, 704, 304, 757]
